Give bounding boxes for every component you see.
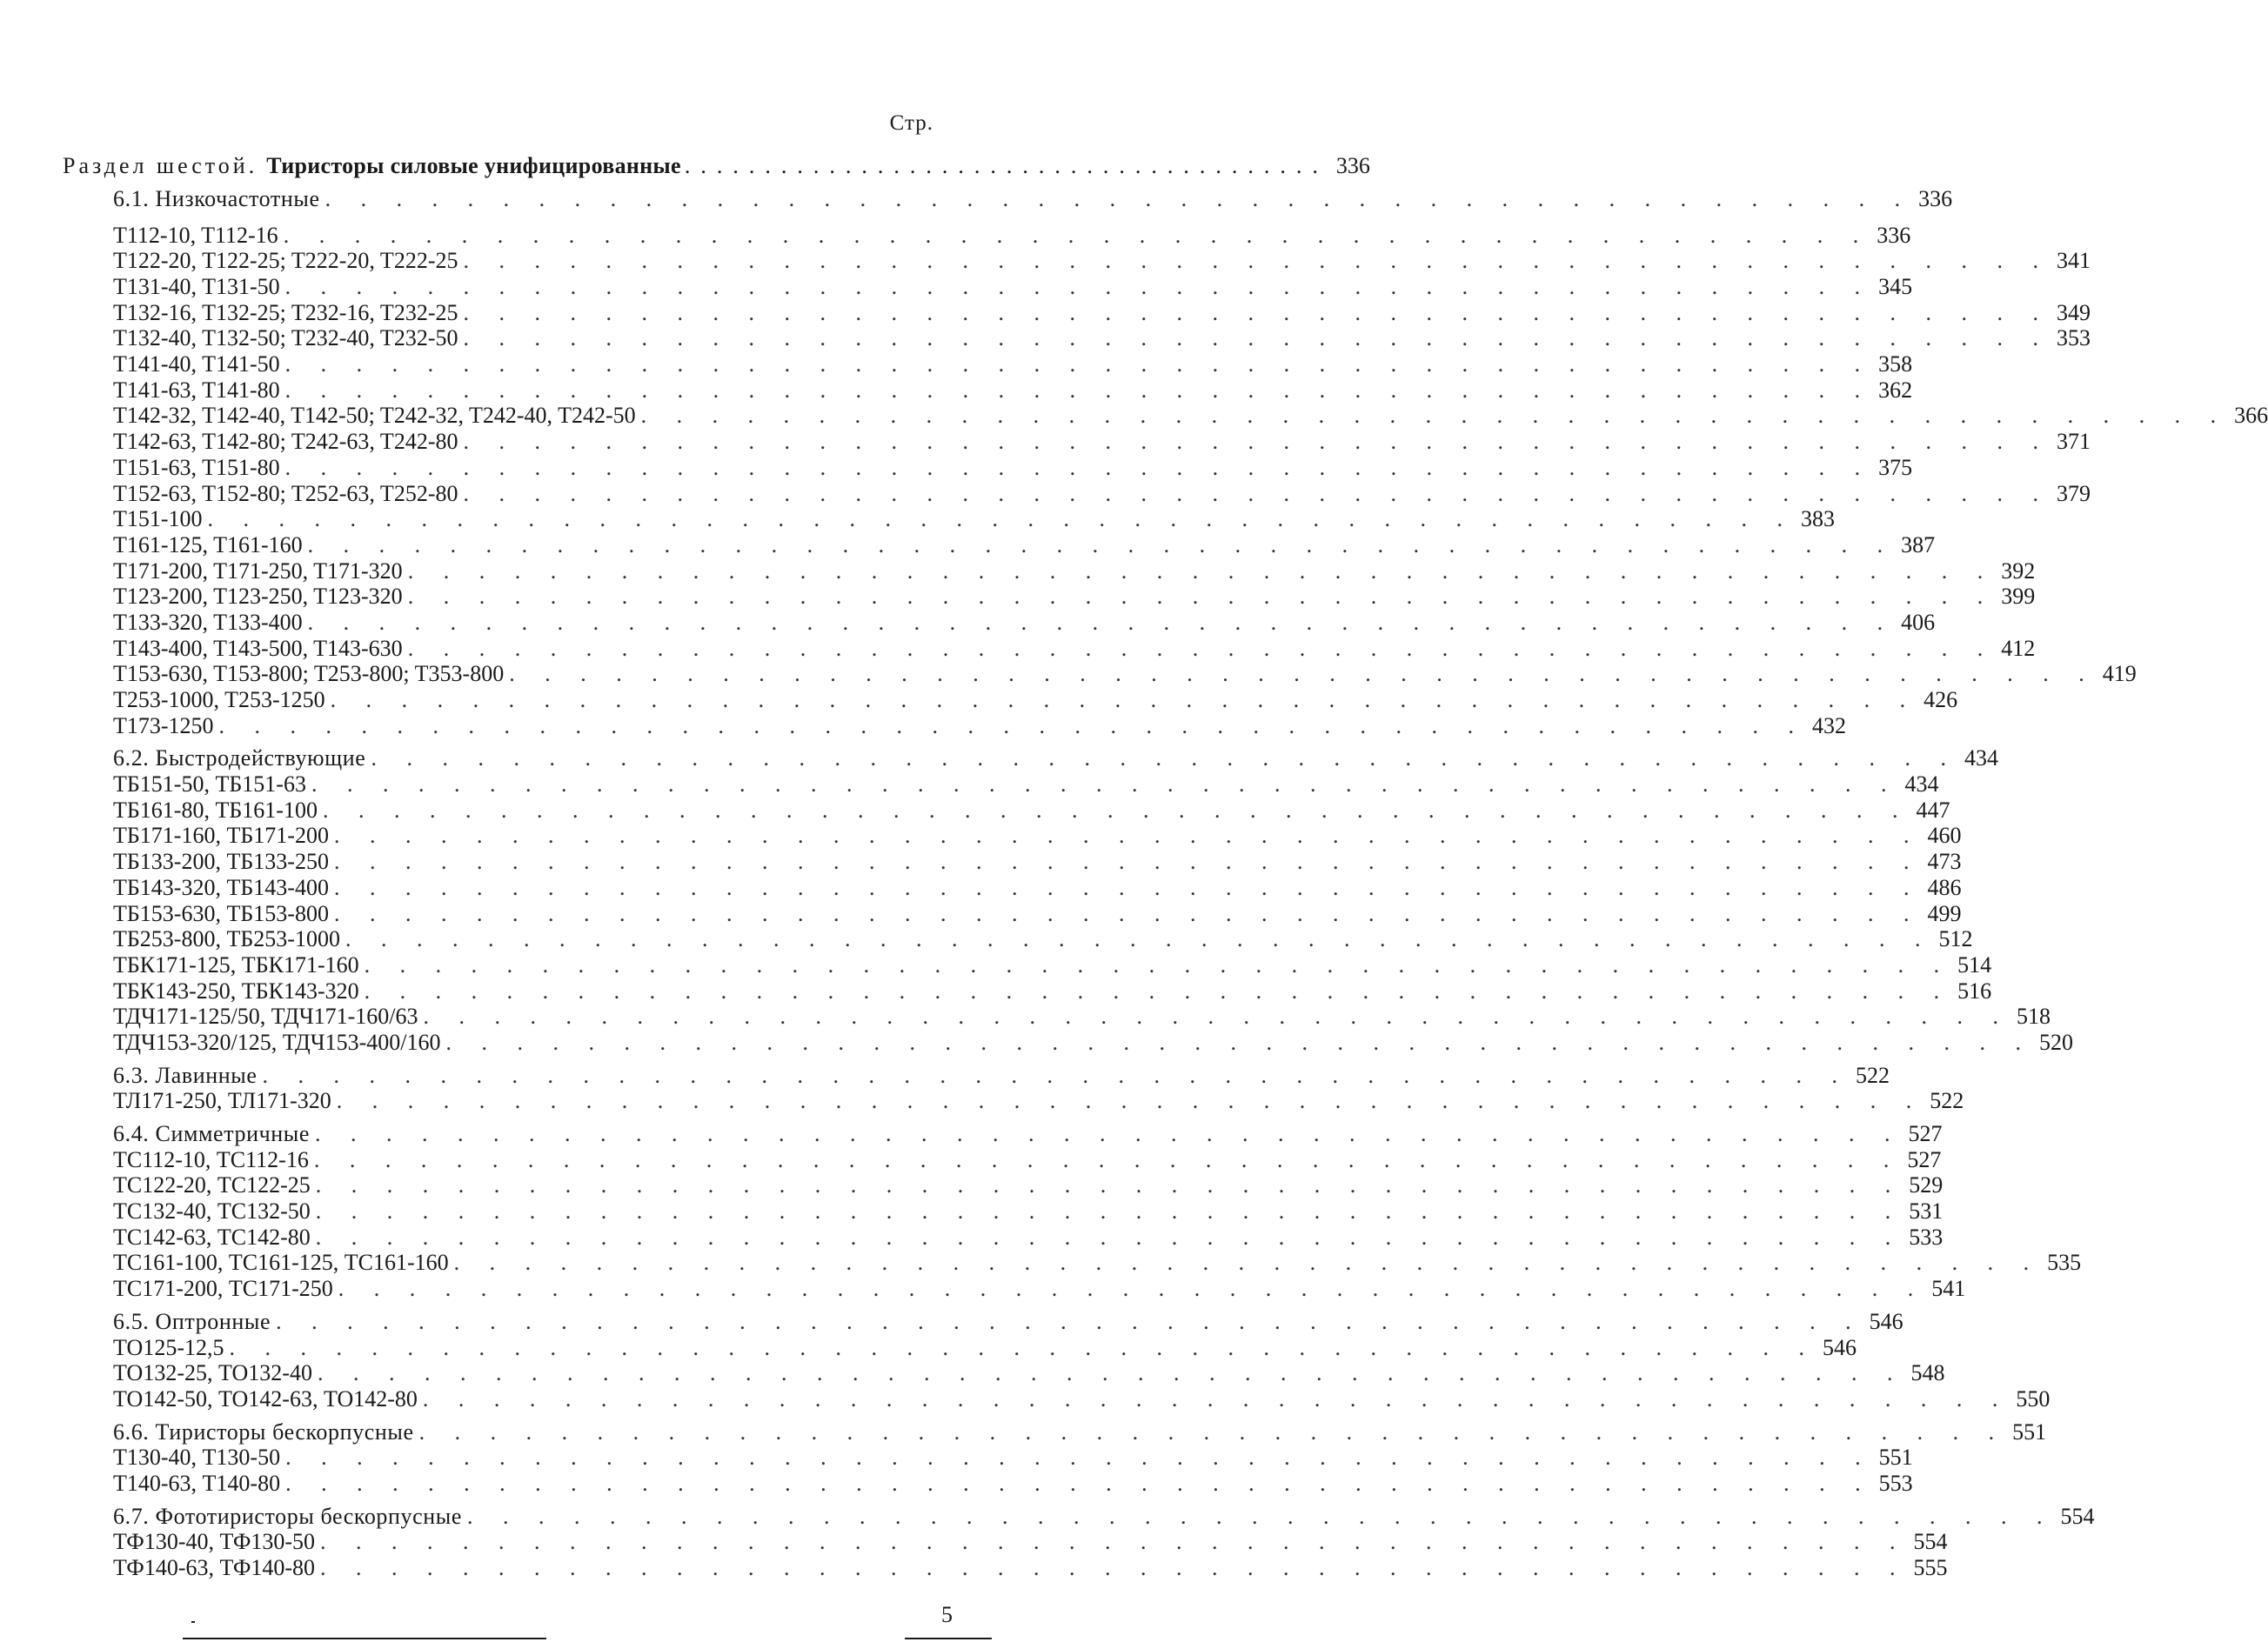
toc-entry	[113, 1250, 2082, 1277]
toc-entry-text: T141-40, T141-50	[113, 351, 280, 377]
page-ref: 434	[1964, 745, 1998, 771]
page-ref: 349	[2056, 299, 2091, 325]
dot-leader: . . . . . . . . . . . . . . . . . . . . . . . . . . . . . . . . . . . . . . . . . . . . .	[317, 1360, 1905, 1386]
toc-entry	[113, 531, 1936, 558]
dot-leader: . . . . . . . . . . . . . . . . . . . . . . . . . . . . . . . . . . . . . . . . . . . . .	[324, 185, 1913, 211]
dot-leader: . . . . . . . . . . . . . . . . . . . . . . . . . . . . . . . . . . . . . . . . . . . . .	[284, 351, 1873, 377]
toc-entry	[113, 1224, 1944, 1251]
dot-leader: . . . . . . . . . . . . . . . . . . . . . . . . . . . . . . . . . . . . . . . . . . . . .	[407, 584, 1996, 610]
toc-section	[113, 1308, 2051, 1412]
page-ref: 553	[1878, 1470, 1913, 1496]
page-ref: 345	[1878, 274, 1913, 300]
page-ref: 527	[1908, 1121, 1943, 1147]
toc-entry-text: T132-16, T132-25; T232-16, T232-25	[113, 299, 458, 325]
page-ref: 383	[1801, 506, 1836, 532]
toc-entry	[113, 429, 2091, 455]
dot-leader: . . . . . . . . . . . . . . . . . . . . . . . . . . . . . . . . . . . . . . . . . . . . .	[333, 823, 1922, 849]
toc-entry	[113, 1334, 1857, 1361]
page-ref: 516	[1957, 978, 1992, 1004]
page-ref: 522	[1930, 1088, 1964, 1114]
page-ref: 432	[1812, 712, 1847, 738]
toc-entry	[113, 1445, 1913, 1471]
toc-entry	[113, 1555, 1948, 1581]
toc-entry-text: ТС132-40, ТС132-50	[113, 1198, 311, 1225]
toc-entry	[113, 951, 1992, 978]
toc-entry	[113, 1198, 1944, 1225]
toc-entry-text: T152-63, T152-80; T252-63, T252-80	[113, 480, 458, 506]
section-title	[113, 1503, 2095, 1530]
dot-leader: . . . . . . . . . . . . . . . . . . . . . . . . . . . . . . . . . . . . . . . . . . . . .	[330, 687, 1918, 713]
dot-leader: . . . . . . . . . . . . . . . . . . . . . . . . . . . . . . . . . . . . . . . . . . . . .	[315, 1198, 1903, 1225]
toc-entry-text: ТО132-25, ТО132-40	[113, 1360, 312, 1386]
toc-entry-text: ТО142-50, ТО142-63, ТО142-80	[113, 1385, 418, 1412]
page-ref: 551	[1878, 1445, 1913, 1471]
toc-entry	[113, 325, 2091, 351]
section-title	[113, 1418, 2047, 1445]
toc-entry-text: T122-20, T122-25; T222-20, T222-25	[113, 248, 458, 274]
dot-leader: . . . . . . . . . . . . . . . . . . . . . . . . . . . . . . . . . . . . . . . . . . . . .	[364, 951, 1952, 978]
toc-entry-text: T153-630, T153-800; T253-800; T353-800	[113, 661, 505, 687]
page-ref: 548	[1910, 1360, 1945, 1386]
dot-leader: . . . . . . . . . . . . . . . . . . . . . . . . . . . . . . . . . . . . . . . . . . . . .	[371, 745, 1958, 771]
page-ref: 406	[1901, 609, 1936, 635]
section-title	[113, 1062, 1890, 1089]
dot-leader: . . . . . . . . . . . . . . . . . . . . . . . . . . . . . . . . . . . . . . . . . . . . .	[276, 1308, 1863, 1334]
toc-entry-text: ТО125-12,5	[113, 1334, 224, 1360]
table-of-contents	[113, 185, 2268, 1588]
page-ref: 554	[2060, 1503, 2095, 1529]
toc-entry	[113, 454, 1913, 481]
dot-leader: . . . . . . . . . . . . . . . . . . . . . . . . . . . . . . . . . . . . . . . . . . . . .	[307, 531, 1896, 557]
page-ref: 520	[2039, 1029, 2074, 1055]
dot-leader: . . . . . . . . . . . . . . . . . . . . . . . . . . . . . . . . . . . . . . . . . . . . .	[445, 1029, 2034, 1055]
toc-entry-text: ТБ161-80, ТБ161-100	[113, 797, 318, 823]
page-ref: 379	[2056, 480, 2091, 506]
toc-entry-text: Т130-40, Т130-50	[113, 1445, 281, 1471]
toc-entry	[113, 978, 1992, 1005]
page-ref: 531	[1909, 1198, 1944, 1225]
toc-entry	[113, 584, 2036, 610]
page-ref: 419	[2102, 661, 2137, 687]
page-ref: 412	[2001, 635, 2036, 661]
page-ref: 499	[1927, 900, 1962, 926]
toc-entry-text: ТС171-200, ТС171-250	[113, 1276, 333, 1302]
section-title-text: 6.4. Симметричные	[113, 1121, 310, 1147]
page-ref: 341	[2056, 248, 2091, 274]
toc-entry	[113, 635, 2036, 662]
toc-entry	[113, 506, 1836, 532]
page-ref: 473	[1927, 849, 1962, 875]
toc-entry	[113, 1172, 1944, 1198]
toc-entry-text: ТБ143-320, ТБ143-400	[113, 874, 329, 900]
footer-rule	[905, 1638, 992, 1639]
toc-entry	[113, 274, 1913, 300]
dot-leader: . . . . . . . . . . . . . . . . . . . . . . . . . . . . . . . . . . . . . . . . . . . . .	[333, 874, 1922, 900]
page-ref: 514	[1957, 951, 1992, 978]
page-ref: 434	[1904, 771, 1939, 798]
toc-section	[113, 1121, 2082, 1302]
toc-entry	[113, 1276, 1966, 1302]
toc-entry-text: ТБ151-50, ТБ151-63	[113, 771, 306, 798]
dot-leader: ........................................	[684, 153, 1328, 178]
page-ref: 392	[2001, 557, 2036, 584]
dot-leader: . . . . . . . . . . . . . . . . . . . . . . . . . . . . . . . . . . . . . . . . . . . . .	[284, 274, 1873, 300]
part-label: Раздел шестой.	[63, 153, 258, 178]
page-ref: 387	[1901, 531, 1936, 557]
toc-entry	[113, 1385, 2051, 1412]
toc-entry-text: ТС122-20, ТС122-25	[113, 1172, 311, 1198]
toc-section	[113, 185, 2268, 738]
toc-entry-text: T141-63, T141-80	[113, 377, 280, 403]
toc-entry-text: T123-200, T123-250, T123-320	[113, 584, 403, 610]
page-ref: 399	[2001, 584, 2036, 610]
dot-leader: . . . . . . . . . . . . . . . . . . . . . . . . . . . . . . . . . . . . . . . . . . . . .	[467, 1503, 2055, 1529]
toc-entry	[113, 1004, 2051, 1030]
page-ref: 447	[1916, 797, 1950, 823]
page-ref: 533	[1909, 1224, 1944, 1250]
page-ref: 546	[1822, 1334, 1857, 1360]
toc-entry	[113, 480, 2091, 507]
page-ref: 551	[2012, 1418, 2047, 1445]
dot-leader: . . . . . . . . . . . . . . . . . . . . . . . . . . . . . . . . . . . . . . . . . . . . .	[463, 248, 2051, 274]
section-title	[113, 1308, 1903, 1335]
dot-leader: . . . . . . . . . . . . . . . . . . . . . . . . . . . . . . . . . . . . . . . . . . . . .	[320, 1529, 1908, 1555]
part-title: Тиристоры силовые унифицированные	[266, 153, 681, 178]
toc-entry-text: Т140-63, Т140-80	[113, 1470, 281, 1496]
toc-entry	[113, 849, 1962, 875]
toc-entry-text: ТБК171-125, ТБК171-160	[113, 951, 359, 978]
dot-leader: . . . . . . . . . . . . . . . . . . . . . . . . . . . . . . . . . . . . . . . . . . . . .	[423, 1004, 2011, 1030]
section-title-text: 6.7. Фототиристоры бескорпусные	[113, 1503, 462, 1529]
toc-entry-text: ТФ140-63, ТФ140-80	[113, 1555, 316, 1581]
dot-leader: . . . . . . . . . . . . . . . . . . . . . . . . . . . . . . . . . . . . . . . . . . . . .	[315, 1172, 1903, 1198]
toc-entry-text: ТБК143-250, ТБК143-320	[113, 978, 359, 1004]
toc-entry	[113, 797, 1950, 824]
toc-section	[113, 745, 2074, 1055]
toc-entry	[113, 1360, 1945, 1386]
dot-leader: . . . . . . . . . . . . . . . . . . . . . . . . . . . . . . . . . . . . . . . . . . . . .	[285, 1470, 1873, 1496]
dot-leader: . . . . . . . . . . . . . . . . . . . . . . . . . . . . . . . . . . . . . . . . . . . . .	[463, 429, 2051, 455]
section-title-text: 6.5. Оптронные	[113, 1308, 271, 1334]
part-page-number: 336	[1335, 153, 1370, 178]
toc-entry-text: T161-125, T161-160	[113, 531, 303, 557]
page-ref: 336	[1918, 185, 1953, 211]
page-ref: 529	[1909, 1172, 1944, 1198]
dot-leader: . . . . . . . . . . . . . . . . . . . . . . . . . . . . . . . . . . . . . . . . . . . . .	[285, 1445, 1873, 1471]
toc-entry-text: ТБ153-630, ТБ153-800	[113, 900, 329, 926]
toc-entry	[113, 1088, 1964, 1114]
page-ref: 358	[1878, 351, 1913, 377]
toc-entry-text: T112-10, T112-16	[113, 222, 278, 248]
toc-entry-text: ТДЧ171-125/50, ТДЧ171-160/63	[113, 1004, 418, 1030]
toc-section	[113, 1418, 2047, 1497]
dot-leader: . . . . . . . . . . . . . . . . . . . . . . . . . . . . . . . . . . . . . . . . . . . . .	[315, 1121, 1903, 1147]
dot-leader: . . . . . . . . . . . . . . . . . . . . . . . . . . . . . . . . . . . . . . . . . . . . .	[640, 403, 2229, 429]
dot-leader: . . . . . . . . . . . . . . . . . . . . . . . . . . . . . . . . . . . . . . . . . . . . .	[229, 1334, 1816, 1360]
dot-leader: . . . . . . . . . . . . . . . . . . . . . . . . . . . . . . . . . . . . . . . . . . . . .	[509, 661, 2097, 687]
page-ref: 546	[1869, 1308, 1903, 1334]
toc-entry	[113, 661, 2137, 687]
toc-entry-text: ТС161-100, ТС161-125, ТС161-160	[113, 1250, 449, 1276]
section-title	[113, 185, 1953, 212]
toc-entry	[113, 609, 1936, 636]
page-ref: 554	[1913, 1529, 1948, 1555]
section-title-text: 6.3. Лавинные	[113, 1062, 258, 1088]
footer-rule	[183, 1638, 546, 1639]
dot-leader: . . . . . . . . . . . . . . . . . . . . . . . . . . . . . . . . . . . . . . . . . . . . .	[333, 900, 1922, 926]
toc-entry-text: T143-400, T143-500, T143-630	[113, 635, 403, 661]
dot-leader: . . . . . . . . . . . . . . . . . . . . . . . . . . . . . . . . . . . . . . . . . . . . .	[333, 849, 1922, 875]
toc-entry	[113, 403, 2268, 430]
page-ref: 527	[1907, 1146, 1942, 1172]
toc-entry	[113, 557, 2036, 584]
page-ref: 486	[1927, 874, 1962, 900]
toc-entry	[113, 377, 1913, 404]
section-title-text: 6.2. Быстродействующие	[113, 745, 366, 771]
dot-leader: . . . . . . . . . . . . . . . . . . . . . . . . . . . . . . . . . . . . . . . . . . . . .	[218, 712, 1807, 738]
dot-leader: . . . . . . . . . . . . . . . . . . . . . . . . . . . . . . . . . . . . . . . . . . . . .	[336, 1088, 1924, 1114]
dot-leader: . . . . . . . . . . . . . . . . . . . . . . . . . . . . . . . . . . . . . . . . . . . . .	[407, 635, 1996, 661]
page-column-label: Стр.	[889, 111, 933, 135]
dot-leader: . . . . . . . . . . . . . . . . . . . . . . . . . . . . . . . . . . . . . . . . . . . . .	[345, 926, 1933, 952]
toc-entry	[113, 900, 1962, 927]
dot-leader: . . . . . . . . . . . . . . . . . . . . . . . . . . . . . . . . . . . . . . . . . . . . .	[422, 1385, 2010, 1412]
toc-section	[113, 1062, 1964, 1114]
page-ref: 336	[1877, 222, 1911, 248]
toc-entry-text: ТДЧ153-320/125, ТДЧ153-400/160	[113, 1029, 441, 1055]
toc-entry-text: T131-40, T131-50	[113, 274, 280, 300]
dot-leader: . . . . . . . . . . . . . . . . . . . . . . . . . . . . . . . . . . . . . . . . . . . . .	[311, 771, 1899, 798]
toc-entry-text: T133-320, T133-400	[113, 609, 303, 635]
toc-entry-text: ТБ133-200, ТБ133-250	[113, 849, 329, 875]
toc-entry	[113, 823, 1962, 850]
page-ref: 353	[2056, 325, 2091, 351]
toc-entry	[113, 1146, 1942, 1173]
dot-leader: . . . . . . . . . . . . . . . . . . . . . . . . . . . . . . . . . . . . . . . . . . . . .	[463, 299, 2051, 325]
toc-entry-text: T151-63, T151-80	[113, 454, 280, 480]
dot-leader: . . . . . . . . . . . . . . . . . . . . . . . . . . . . . . . . . . . . . . . . . . . . .	[284, 377, 1873, 403]
page-ref: 535	[2047, 1250, 2082, 1276]
toc-entry	[113, 248, 2091, 274]
dot-leader: . . . . . . . . . . . . . . . . . . . . . . . . . . . . . . . . . . . . . . . . . . . . .	[364, 978, 1952, 1004]
toc-entry-text: ТФ130-40, ТФ130-50	[113, 1529, 316, 1555]
toc-entry-text: T173-1250	[113, 712, 214, 738]
page-ref: 550	[2016, 1385, 2051, 1412]
dot-leader: . . . . . . . . . . . . . . . . . . . . . . . . . . . . . . . . . . . . . . . . . . . . .	[463, 480, 2051, 506]
toc-entry-text: T142-63, T142-80; T242-63, T242-80	[113, 429, 458, 455]
toc-entry	[113, 1029, 2074, 1056]
toc-entry	[113, 712, 1847, 739]
dot-leader: . . . . . . . . . . . . . . . . . . . . . . . . . . . . . . . . . . . . . . . . . . . . .	[320, 1555, 1908, 1581]
page-ref: 366	[2234, 403, 2268, 429]
dot-leader: . . . . . . . . . . . . . . . . . . . . . . . . . . . . . . . . . . . . . . . . . . . . .	[322, 797, 1910, 823]
section-title-text: 6.6. Тиристоры бескорпусные	[113, 1418, 414, 1445]
toc-entry-text: T132-40, T132-50; T232-40, T232-50	[113, 325, 458, 351]
toc-entry	[113, 222, 1911, 249]
page-ref: 371	[2056, 429, 2091, 455]
dot-leader: . . . . . . . . . . . . . . . . . . . . . . . . . . . . . . . . . . . . . . . . . . . . .	[313, 1146, 1902, 1172]
page-ref: 518	[2017, 1004, 2051, 1030]
toc-entry	[113, 1470, 1913, 1497]
page-ref: 362	[1878, 377, 1913, 403]
dot-leader: . . . . . . . . . . . . . . . . . . . . . . . . . . . . . . . . . . . . . . . . . . . . .	[307, 609, 1896, 635]
toc-entry-text: ТС142-63, ТС142-80	[113, 1224, 311, 1250]
footer-mark	[191, 1621, 195, 1623]
toc-entry-text: ТБ253-800, ТБ253-1000	[113, 926, 340, 952]
dot-leader: . . . . . . . . . . . . . . . . . . . . . . . . . . . . . . . . . . . . . . . . . . . . .	[207, 506, 1796, 532]
dot-leader: . . . . . . . . . . . . . . . . . . . . . . . . . . . . . . . . . . . . . . . . . . . . .	[315, 1224, 1903, 1250]
toc-entry-text: ТС112-10, ТС112-16	[113, 1146, 309, 1172]
page-ref: 460	[1927, 823, 1962, 849]
page-ref: 541	[1931, 1276, 1966, 1302]
dot-leader: . . . . . . . . . . . . . . . . . . . . . . . . . . . . . . . . . . . . . . . . . . . . .	[407, 557, 1996, 584]
toc-entry-text: ТБ171-160, ТБ171-200	[113, 823, 329, 849]
page-ref: 522	[1856, 1062, 1890, 1088]
toc-section	[113, 1503, 2095, 1581]
toc-entry	[113, 1529, 1948, 1555]
toc-entry-text: T142-32, T142-40, T142-50; T242-32, T242-40, T242-50	[113, 403, 636, 429]
page-number: 5	[941, 1602, 953, 1627]
toc-entry-text: T151-100	[113, 506, 203, 532]
toc-entry	[113, 299, 2091, 326]
page-ref: 555	[1913, 1555, 1948, 1581]
toc-entry	[113, 687, 1958, 713]
toc-entry	[113, 771, 1939, 798]
page-ref: 512	[1938, 926, 1973, 952]
toc-entry-text: T253-1000, T253-1250	[113, 687, 325, 713]
part-heading	[63, 148, 1370, 179]
page-ref: 375	[1878, 454, 1913, 480]
toc-entry-text: ТЛ171-250, ТЛ171-320	[113, 1088, 331, 1114]
toc-entry	[113, 926, 1973, 952]
page-ref: 426	[1923, 687, 1958, 713]
dot-leader: . . . . . . . . . . . . . . . . . . . . . . . . . . . . . . . . . . . . . . . . . . . . .	[283, 222, 1871, 248]
dot-leader: . . . . . . . . . . . . . . . . . . . . . . . . . . . . . . . . . . . . . . . . . . . . .	[262, 1062, 1850, 1088]
dot-leader: . . . . . . . . . . . . . . . . . . . . . . . . . . . . . . . . . . . . . . . . . . . . .	[453, 1250, 2042, 1276]
dot-leader: . . . . . . . . . . . . . . . . . . . . . . . . . . . . . . . . . . . . . . . . . . . . .	[418, 1418, 2007, 1445]
toc-entry-text: T171-200, T171-250, T171-320	[113, 557, 403, 584]
dot-leader: . . . . . . . . . . . . . . . . . . . . . . . . . . . . . . . . . . . . . . . . . . . . .	[463, 325, 2051, 351]
toc-entry	[113, 874, 1962, 901]
section-title-text: 6.1. Низкочастотные	[113, 185, 320, 211]
toc-entry	[113, 351, 1913, 377]
section-title	[113, 1121, 1943, 1147]
section-title	[113, 745, 1998, 771]
dot-leader: . . . . . . . . . . . . . . . . . . . . . . . . . . . . . . . . . . . . . . . . . . . . .	[284, 454, 1873, 480]
dot-leader: . . . . . . . . . . . . . . . . . . . . . . . . . . . . . . . . . . . . . . . . . . . . .	[338, 1276, 1926, 1302]
